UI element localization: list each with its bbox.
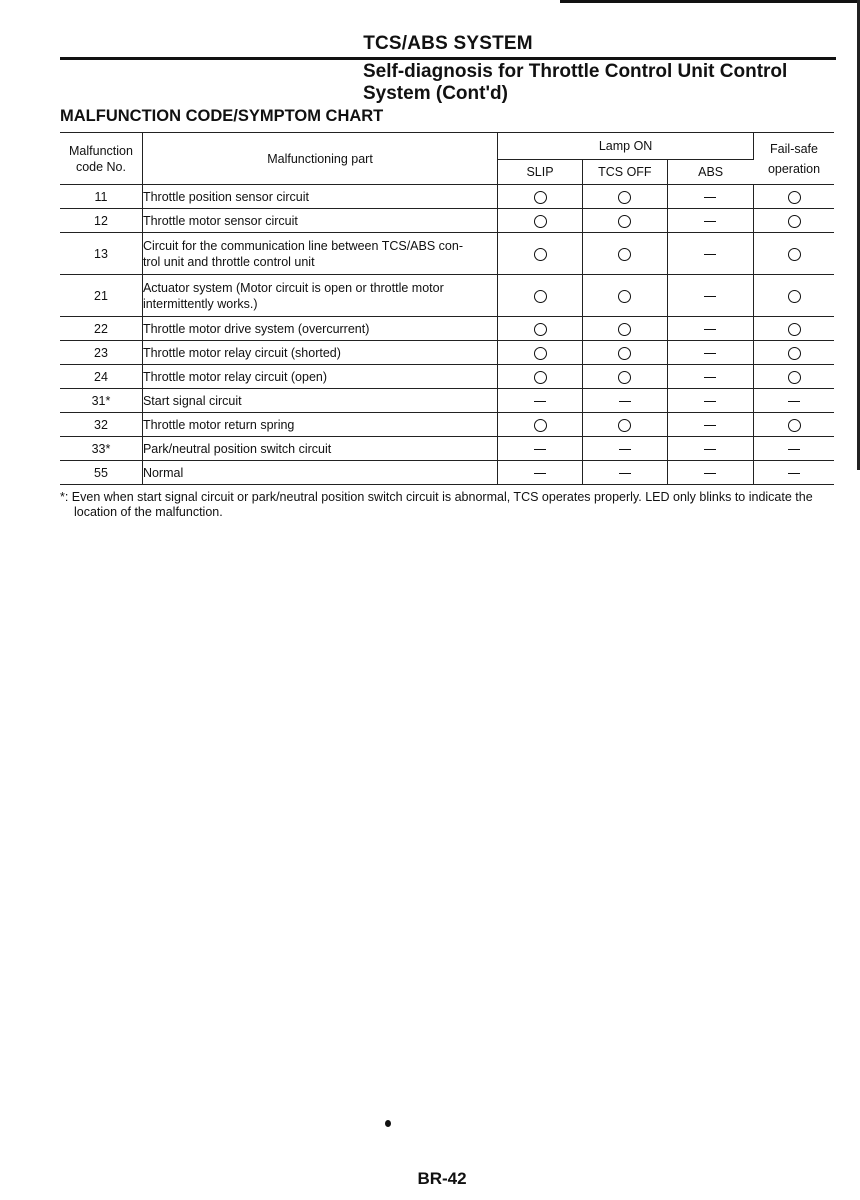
dash-mark <box>704 296 716 297</box>
circle-mark <box>618 419 631 432</box>
mark-tcs-off <box>582 437 667 461</box>
dash-mark <box>704 353 716 354</box>
circle-mark <box>788 248 801 261</box>
dash-mark <box>704 449 716 450</box>
dash-mark <box>619 401 631 402</box>
subtitle-line-1: Self-diagnosis for Throttle Control Unit Control <box>363 61 788 82</box>
circle-mark <box>534 290 547 303</box>
malfunctioning-part: Start signal circuit <box>142 389 497 413</box>
mark-abs <box>667 317 753 341</box>
dash-mark <box>788 473 800 474</box>
mark-slip <box>498 389 583 413</box>
header-rule <box>60 57 836 60</box>
top-edge-rule <box>560 0 860 3</box>
mark-abs <box>667 275 753 317</box>
header-malfunctioning-part: Malfunctioning part <box>142 133 497 185</box>
mark-abs <box>667 413 753 437</box>
header-tcs-off: TCS OFF <box>582 160 667 185</box>
mark-tcs-off <box>582 275 667 317</box>
table-row <box>60 233 834 275</box>
malfunction-code: 24 <box>60 365 142 389</box>
table-row <box>60 437 834 461</box>
mark-slip <box>498 365 583 389</box>
circle-mark <box>788 215 801 228</box>
mark-tcs-off <box>582 413 667 437</box>
header-abs: ABS <box>667 160 753 185</box>
malfunctioning-part: Throttle motor sensor circuit <box>142 209 497 233</box>
dash-mark <box>534 473 546 474</box>
dash-mark <box>788 449 800 450</box>
dash-mark <box>619 473 631 474</box>
mark-slip <box>498 317 583 341</box>
malfunction-code: 22 <box>60 317 142 341</box>
footnote: *: Even when start signal circuit or park/neutral position switch circuit is abnormal, TCS operates properly. LED only blinks to indicate the location of the malfunction. <box>60 490 813 519</box>
mark-tcs-off <box>582 185 667 209</box>
circle-mark <box>788 419 801 432</box>
circle-mark <box>788 191 801 204</box>
malfunctioning-part: Actuator system (Motor circuit is open or throttle motor intermittently works.) <box>142 275 497 317</box>
malfunction-code: 55 <box>60 461 142 485</box>
mark-slip <box>498 209 583 233</box>
mark-abs <box>667 365 753 389</box>
circle-mark <box>534 419 547 432</box>
dash-mark <box>788 401 800 402</box>
malfunction-code-table <box>60 132 834 485</box>
mark-abs <box>667 185 753 209</box>
malfunction-code: 31* <box>60 389 142 413</box>
malfunction-code: 12 <box>60 209 142 233</box>
mark-failsafe <box>754 233 834 275</box>
mark-failsafe <box>754 185 834 209</box>
mark-failsafe <box>754 437 834 461</box>
dash-mark <box>704 221 716 222</box>
mark-failsafe <box>754 413 834 437</box>
malfunctioning-part: Park/neutral position switch circuit <box>142 437 497 461</box>
mark-slip <box>498 341 583 365</box>
malfunctioning-part: Throttle motor return spring <box>142 413 497 437</box>
mark-failsafe <box>754 341 834 365</box>
page-number: BR-42 <box>417 1169 467 1188</box>
mark-slip <box>498 233 583 275</box>
circle-mark <box>788 323 801 336</box>
malfunctioning-part: Throttle motor relay circuit (shorted) <box>142 341 497 365</box>
mark-tcs-off <box>582 341 667 365</box>
malfunctioning-part: Circuit for the communication line between TCS/ABS con- trol unit and throttle control unit <box>142 233 497 275</box>
mark-slip <box>498 413 583 437</box>
table-body <box>60 185 834 485</box>
table-row <box>60 413 834 437</box>
mark-abs <box>667 341 753 365</box>
table-row <box>60 317 834 341</box>
malfunction-code: 13 <box>60 233 142 275</box>
mark-slip <box>498 461 583 485</box>
malfunctioning-part: Normal <box>142 461 497 485</box>
mark-failsafe <box>754 275 834 317</box>
mark-abs <box>667 437 753 461</box>
mark-abs <box>667 389 753 413</box>
mark-slip <box>498 275 583 317</box>
circle-mark <box>618 323 631 336</box>
section-title: TCS/ABS SYSTEM <box>363 33 533 54</box>
header-fail-safe: Fail-safe operation <box>754 133 834 185</box>
dash-mark <box>704 425 716 426</box>
header-malfunction-code: Malfunction code No. <box>60 133 142 185</box>
circle-mark <box>788 347 801 360</box>
mark-slip <box>498 437 583 461</box>
header-lamp-on: Lamp ON <box>498 133 754 160</box>
mark-failsafe <box>754 461 834 485</box>
mark-failsafe <box>754 365 834 389</box>
circle-mark <box>534 215 547 228</box>
dash-mark <box>704 473 716 474</box>
table-row <box>60 185 834 209</box>
dash-mark <box>704 329 716 330</box>
chart-heading: MALFUNCTION CODE/SYMPTOM CHART <box>60 107 384 125</box>
circle-mark <box>534 191 547 204</box>
mark-failsafe <box>754 389 834 413</box>
circle-mark <box>534 323 547 336</box>
circle-mark <box>534 347 547 360</box>
circle-mark <box>618 347 631 360</box>
dash-mark <box>704 377 716 378</box>
table-row <box>60 461 834 485</box>
circle-mark <box>618 248 631 261</box>
mark-tcs-off <box>582 389 667 413</box>
malfunction-code: 21 <box>60 275 142 317</box>
dash-mark <box>704 197 716 198</box>
mark-abs <box>667 209 753 233</box>
mark-tcs-off <box>582 365 667 389</box>
malfunction-code: 32 <box>60 413 142 437</box>
subtitle-line-2: System (Cont'd) <box>363 83 508 104</box>
mark-slip <box>498 185 583 209</box>
dash-mark <box>534 449 546 450</box>
table-row <box>60 275 834 317</box>
table-row <box>60 209 834 233</box>
mark-tcs-off <box>582 209 667 233</box>
malfunctioning-part: Throttle motor relay circuit (open) <box>142 365 497 389</box>
mark-abs <box>667 233 753 275</box>
mark-abs <box>667 461 753 485</box>
circle-mark <box>618 191 631 204</box>
table-row <box>60 389 834 413</box>
page-subtitle <box>363 61 843 105</box>
dash-mark <box>619 449 631 450</box>
page-dot <box>385 1120 391 1127</box>
malfunction-code: 23 <box>60 341 142 365</box>
dash-mark <box>534 401 546 402</box>
mark-tcs-off <box>582 233 667 275</box>
malfunctioning-part: Throttle position sensor circuit <box>142 185 497 209</box>
malfunctioning-part: Throttle motor drive system (overcurrent) <box>142 317 497 341</box>
circle-mark <box>534 248 547 261</box>
table-row <box>60 341 834 365</box>
circle-mark <box>618 371 631 384</box>
malfunction-code: 33* <box>60 437 142 461</box>
mark-failsafe <box>754 209 834 233</box>
table-row <box>60 365 834 389</box>
circle-mark <box>788 371 801 384</box>
header-slip: SLIP <box>498 160 583 185</box>
mark-tcs-off <box>582 461 667 485</box>
mark-tcs-off <box>582 317 667 341</box>
circle-mark <box>618 290 631 303</box>
dash-mark <box>704 401 716 402</box>
circle-mark <box>788 290 801 303</box>
circle-mark <box>618 215 631 228</box>
circle-mark <box>534 371 547 384</box>
dash-mark <box>704 254 716 255</box>
malfunction-code: 11 <box>60 185 142 209</box>
mark-failsafe <box>754 317 834 341</box>
